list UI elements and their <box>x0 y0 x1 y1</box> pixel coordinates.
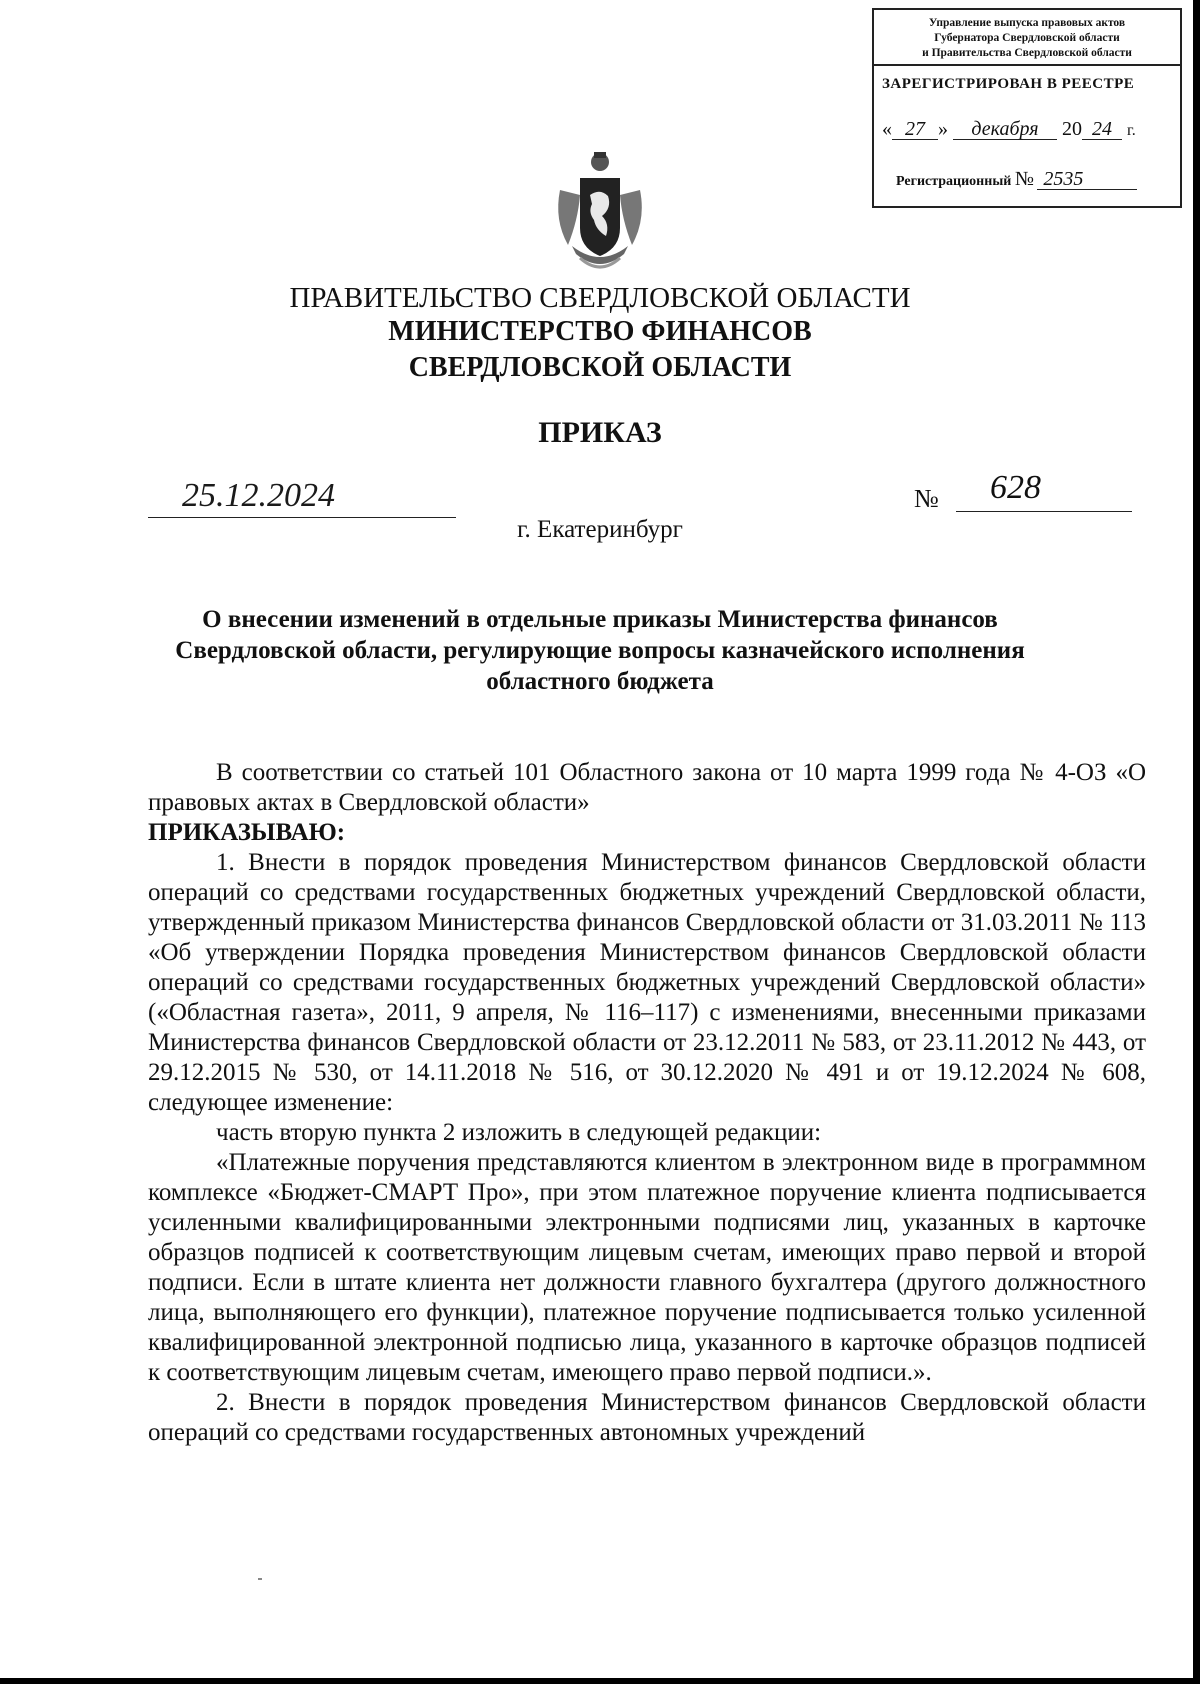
preamble-paragraph: В соответствии со статьей 101 Областного закона от 10 марта 1999 года № 4-ОЗ «О правовых актах в Свердловской области» <box>148 759 1146 816</box>
stamp-reg-label: Регистрационный <box>896 174 1012 189</box>
stamp-reg-number-row <box>896 168 1137 191</box>
stamp-registered-label: ЗАРЕГИСТРИРОВАН В РЕЕСТРЕ <box>882 76 1135 92</box>
stamp-date-year-mark: г. <box>1127 122 1136 139</box>
stamp-date-month: декабря <box>953 119 1057 140</box>
scan-edge-bottom <box>0 1678 1200 1684</box>
document-body <box>148 758 1146 1448</box>
coat-of-arms-icon <box>550 150 650 280</box>
scan-dot <box>258 1578 262 1580</box>
stamp-issuer <box>874 10 1180 66</box>
stamp-date: « 27 » декабря 20 24 г. <box>882 118 1136 140</box>
stamp-reg-number: 2535 <box>1037 169 1137 190</box>
city: г. Екатеринбург <box>517 516 683 543</box>
item-1-paragraph: 1. Внести в порядок проведения Министерством финансов Свердловской области операций со средствами государственных бюджетных учреждений Свердловской области, утвержденный приказом Министерства финансов Свердловской области от 31.03.2011 № 113 «Об утверждении Порядка проведения Министерством финансов Свердловской области операций со средствами государственных бюджетных учреждений Свердловской области» («Областная газета», 2011, 9 апреля, № 116–117) с изменениями, внесенными приказами Министерства финансов Свердловской области от 23.12.2011 № 583, от 23.11.2012 № 443, от 29.12.2015 № 530, от 14.11.2018 № 516, от 30.12.2020 № 491 и от 19.12.2024 № 608, следующее изменение: <box>148 849 1146 1116</box>
title-line: О внесении изменений в отдельные приказы Министерства финансов <box>202 606 998 633</box>
government-name: ПРАВИТЕЛЬСТВО СВЕРДЛОВСКОЙ ОБЛАСТИ <box>289 282 911 314</box>
item-1-quote: «Платежные поручения представляются клиентом в электронном виде в программном комплексе «Бюджет-СМАРТ Про», при этом платежное поручение клиента подписывается усиленными квалифицированными электронными подписями лиц, указанных в карточке образцов подписей к соответствующим лицевым счетам, имеющих право первой и второй подписи. Если в штате клиента нет должности главного бухгалтера (другого должностного лица, выполняющего его функции), платежное поручение подписывается только усиленной квалифицированной электронной подписью лица, указанного в карточке образцов подписей к соответствующим лицевым счетам, имеющего право первой подписи.». <box>148 1149 1146 1386</box>
order-number-label: № <box>914 484 939 513</box>
stamp-date-day: 27 <box>892 119 938 140</box>
stamp-issuer-line: Губернатора Свердловской области <box>934 32 1120 44</box>
scan-edge-right <box>1193 0 1200 1684</box>
document-title <box>0 604 1200 697</box>
order-date-handwritten: 25.12.2024 <box>148 478 456 518</box>
document-type: ПРИКАЗ <box>538 416 662 449</box>
stamp-date-year-suffix: 24 <box>1082 119 1122 140</box>
title-line: областного бюджета <box>486 668 714 695</box>
registry-stamp <box>872 8 1182 208</box>
ministry-name-line1: МИНИСТЕРСТВО ФИНАНСОВ <box>388 316 812 347</box>
item-2-paragraph: 2. Внести в порядок проведения Министерством финансов Свердловской области операций со средствами государственных автономных учреждений <box>148 1389 1146 1446</box>
stamp-issuer-line: Управление выпуска правовых актов <box>928 17 1126 29</box>
stamp-date-year-prefix: 20 <box>1062 118 1082 140</box>
title-line: Свердловской области, регулирующие вопросы казначейского исполнения <box>175 637 1025 664</box>
decree-word: ПРИКАЗЫВАЮ: <box>148 819 346 846</box>
item-1-intro: часть вторую пункта 2 изложить в следующей редакции: <box>216 1119 822 1146</box>
ministry-name-line2: СВЕРДЛОВСКОЙ ОБЛАСТИ <box>408 352 792 383</box>
order-number-handwritten: 628 <box>956 470 1132 512</box>
stamp-reg-no-sign: № <box>1014 168 1034 190</box>
stamp-issuer-line: и Правительства Свердловской области <box>922 47 1132 59</box>
